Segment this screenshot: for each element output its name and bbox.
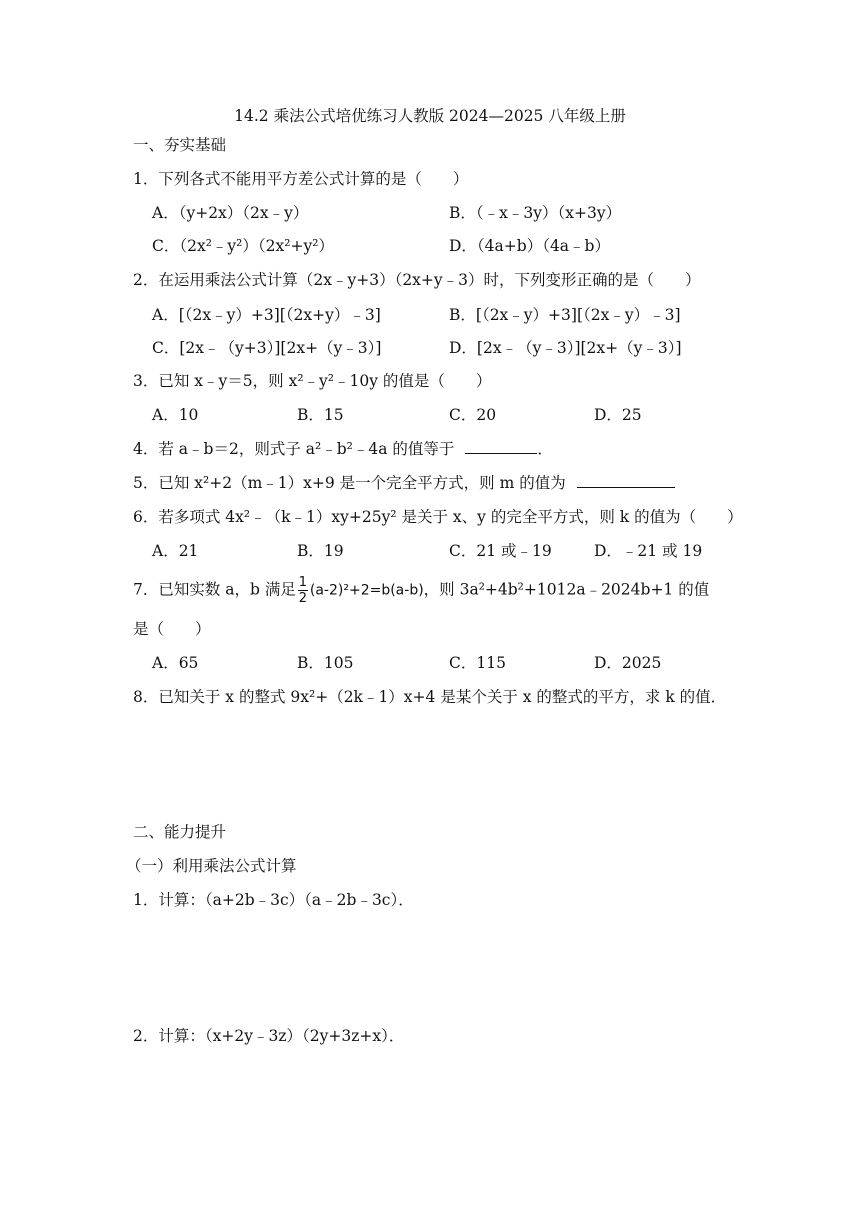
question-1-stem: 1．下列各式不能用平方差公式计算的是（ ） xyxy=(133,170,469,188)
fraction xyxy=(298,576,308,605)
question-4-stem: 4．若 a﹣b＝2，则式子 a²﹣b²﹣4a 的值等于 xyxy=(133,440,455,458)
question-3-option-d: D．25 xyxy=(594,406,642,424)
question-5-stem: 5．已知 x²+2（m﹣1）x+9 是一个完全平方式，则 m 的值为 xyxy=(133,474,566,492)
question-2-option-a: A．[（2x﹣y）+3][（2x+y）﹣3] xyxy=(152,306,381,324)
subsection-heading: （一）利用乘法公式计算 xyxy=(126,857,297,875)
question-4-end: ． xyxy=(537,440,553,458)
page-title: 14.2 乘法公式培优练习人教版 2024—2025 八年级上册 xyxy=(234,107,626,125)
fraction-numerator: 1 xyxy=(298,575,308,590)
question-1-option-d: D．（4a+b）（4a﹣b） xyxy=(449,237,610,255)
question-2-option-d: D．[2x﹣（y﹣3）][2x+（y﹣3）] xyxy=(449,339,682,357)
question-6-stem: 6．若多项式 4x²﹣（k﹣1）xy+25y² 是关于 x、y 的完全平方式，则 k 的值为（ ） xyxy=(133,508,743,526)
question-7-line-2: 是（ ） xyxy=(133,620,211,638)
question-7-post: ，则 3a²+4b²+1012a﹣2024b+1 的值 xyxy=(423,580,710,599)
question-7-option-d: D．2025 xyxy=(594,654,662,672)
question-7-pre: 7．已知实数 a，b 满足 xyxy=(133,580,296,599)
problem-1: 1．计算：（a+2b﹣3c）（a﹣2b﹣3c）． xyxy=(133,891,414,909)
question-1-option-c: C．（2x²﹣y²）（2x²+y²） xyxy=(152,237,334,255)
question-8-stem: 8．已知关于 x 的整式 9x²+（2k﹣1）x+4 是某个关于 x 的整式的平方，求 k 的值． xyxy=(133,688,727,706)
question-1-option-a: A．（y+2x）（2x﹣y） xyxy=(152,204,309,222)
question-7-formula: (a-2)²+2=b(a-b) xyxy=(309,582,424,599)
question-2-option-c: C．[2x﹣（y+3）][2x+（y﹣3）] xyxy=(152,339,382,357)
question-7-option-a: A．65 xyxy=(152,654,199,672)
question-6-option-b: B．19 xyxy=(297,542,344,560)
problem-2: 2．计算：（x+2y﹣3z）（2y+3z+x）． xyxy=(133,1027,405,1045)
question-2-option-b: B．[（2x﹣y）+3][（2x﹣y）﹣3] xyxy=(449,306,681,324)
question-5 xyxy=(133,473,675,493)
question-7-option-c: C．115 xyxy=(449,654,506,672)
question-3-option-c: C．20 xyxy=(449,406,497,424)
question-3-option-a: A．10 xyxy=(152,406,199,424)
question-6-option-d: D．﹣21 或 19 xyxy=(594,542,703,560)
question-6-option-a: A．21 xyxy=(152,542,199,560)
question-1-option-b: B．（﹣x﹣3y）（x+3y） xyxy=(449,204,622,222)
question-3-option-b: B．15 xyxy=(297,406,344,424)
question-3-stem: 3．已知 x﹣y＝5，则 x²﹣y²﹣10y 的值是（ ） xyxy=(133,372,492,390)
question-2-stem: 2．在运用乘法公式计算（2x﹣y+3）（2x+y﹣3）时，下列变形正确的是（ ） xyxy=(133,271,701,289)
answer-blank[interactable] xyxy=(577,473,675,488)
question-6-option-c: C．21 或﹣19 xyxy=(449,542,552,560)
fraction-denominator: 2 xyxy=(298,591,308,606)
question-7-stem xyxy=(133,576,709,605)
answer-blank[interactable] xyxy=(465,439,537,454)
question-4 xyxy=(133,439,553,459)
question-7-option-b: B．105 xyxy=(297,654,354,672)
section-heading: 二、能力提升 xyxy=(133,823,227,841)
section-heading: 一、夯实基础 xyxy=(133,136,227,154)
